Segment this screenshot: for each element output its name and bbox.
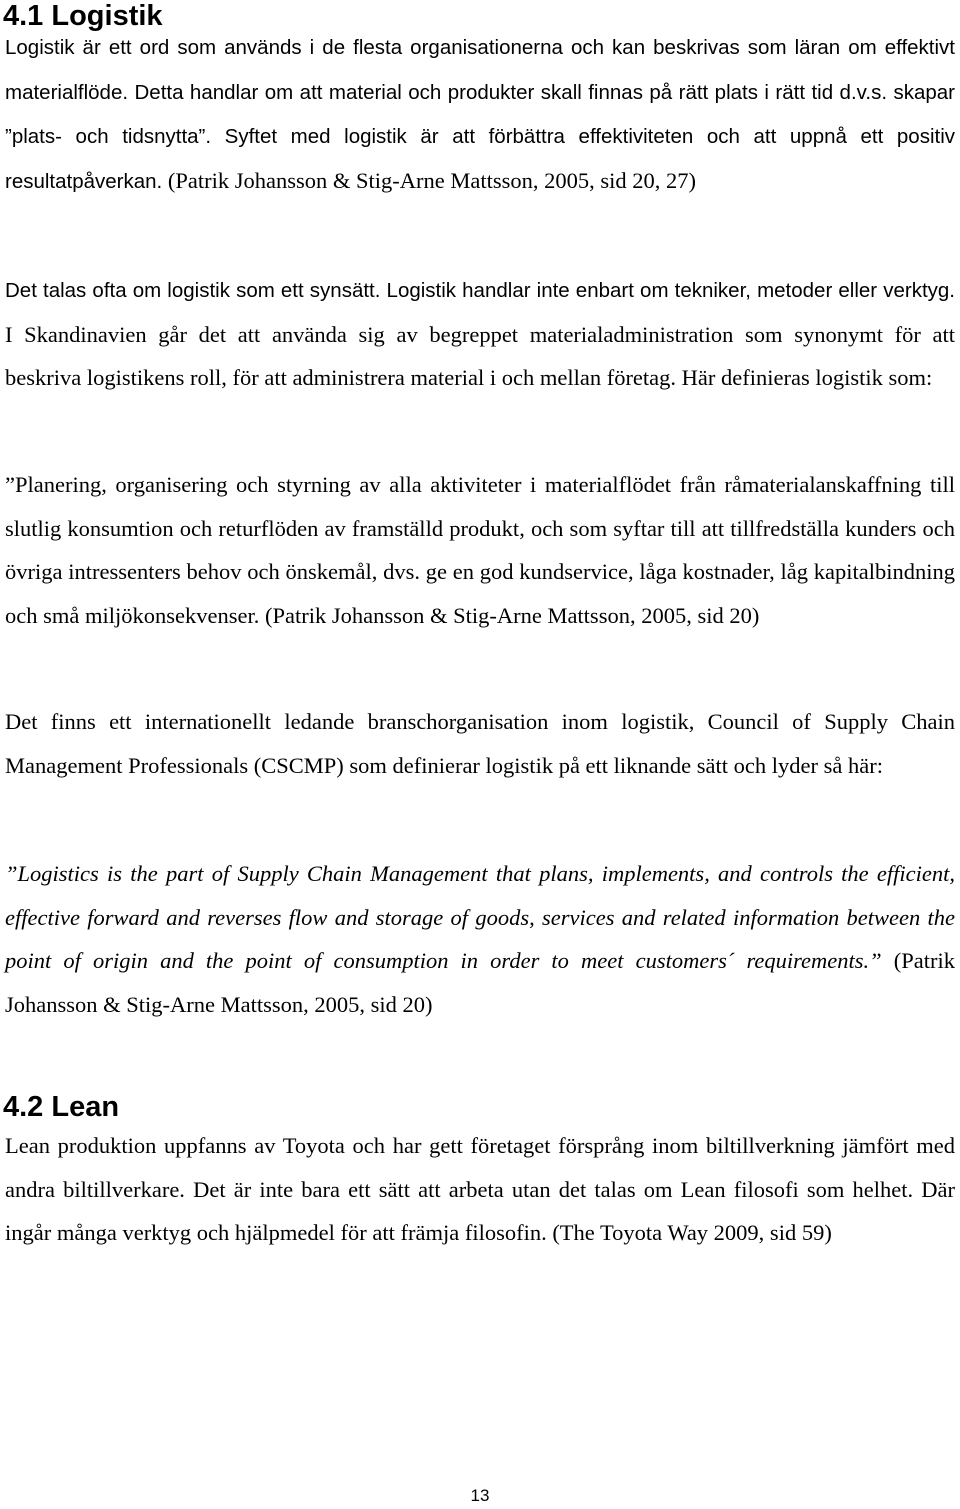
- paragraph-logistik-synsatt: [5, 268, 955, 400]
- quote-definition-swedish: ”Planering, organisering och styrning av alla aktiviteter i materialflödet från råmaterialanskaffning till slutlig konsumtion och returflöden av framställd produkt, och som syftar till att tillfredställa kunders och övriga intressenters behov och önskemål, dvs. ge en god kundservice, låga kostnader, låg kapitalbindning och små miljökonsekvenser. (Patrik Johansson & Stig-Arne Mattsson, 2005, sid 20): [5, 472, 955, 628]
- page-number: 13: [470, 1486, 490, 1505]
- paragraph-skandinavien: I Skandinavien går det att använda sig av begreppet materialadministration som synonymt för att beskriva logistikens roll, för att administrera material i och mellan företag. Här definieras logistik som:: [5, 321, 955, 390]
- paragraph-cscmp: Det finns ett internationellt ledande branschorganisation inom logistik, Council of Supply Chain Management Professionals (CSCMP) som definierar logistik på ett liknande sätt och lyder så här:: [5, 709, 955, 778]
- paragraph-lean: Lean produktion uppfanns av Toyota och har gett företaget försprång inom biltillverkning jämfört med andra biltillverkare. Det är inte bara ett sätt att arbeta utan det talas om Lean filosofi som helhet. Där ingår många verktyg och hjälpmedel för att främja filosofin. (The Toyota Way 2009, sid 59): [5, 1133, 955, 1245]
- quote-cscmp-citation: (Patrik Johansson & Stig-Arne Mattsson, 2005, sid 20): [5, 948, 955, 1017]
- section-heading-lean: 4.2 Lean: [3, 1091, 120, 1123]
- quote-cscmp-text: ”Logistics is the part of Supply Chain Management that plans, implements, and controls the efficient, effective forward and reverses flow and storage of goods, services and related information between the point of origin and the point of consumption in order to meet customers´ requirements.”: [5, 861, 955, 973]
- paragraph-logistik-synsatt-text: Det talas ofta om logistik som ett synsätt. Logistik handlar inte enbart om tekniker, metoder eller verktyg.: [5, 279, 955, 302]
- paragraph-logistik-definition: [5, 25, 955, 203]
- quote-definition-cscmp: [5, 852, 955, 1026]
- paragraph-logistik-definition-text: Logistik är ett ord som används i de flesta organisationerna och kan beskrivas som läran om effektivt materialflöde. Detta handlar om att material och produkter skall finnas på rätt plats i rätt tid d.v.s. skapar ”plats- och tidsnytta”. Syftet med logistik är att förbättra effektiviteten och att uppnå ett positiv resultatpåverkan.: [5, 36, 955, 193]
- paragraph-logistik-citation: (Patrik Johansson & Stig-Arne Mattsson, 2005, sid 20, 27): [167, 167, 697, 193]
- section-heading-logistik: 4.1 Logistik: [3, 0, 163, 32]
